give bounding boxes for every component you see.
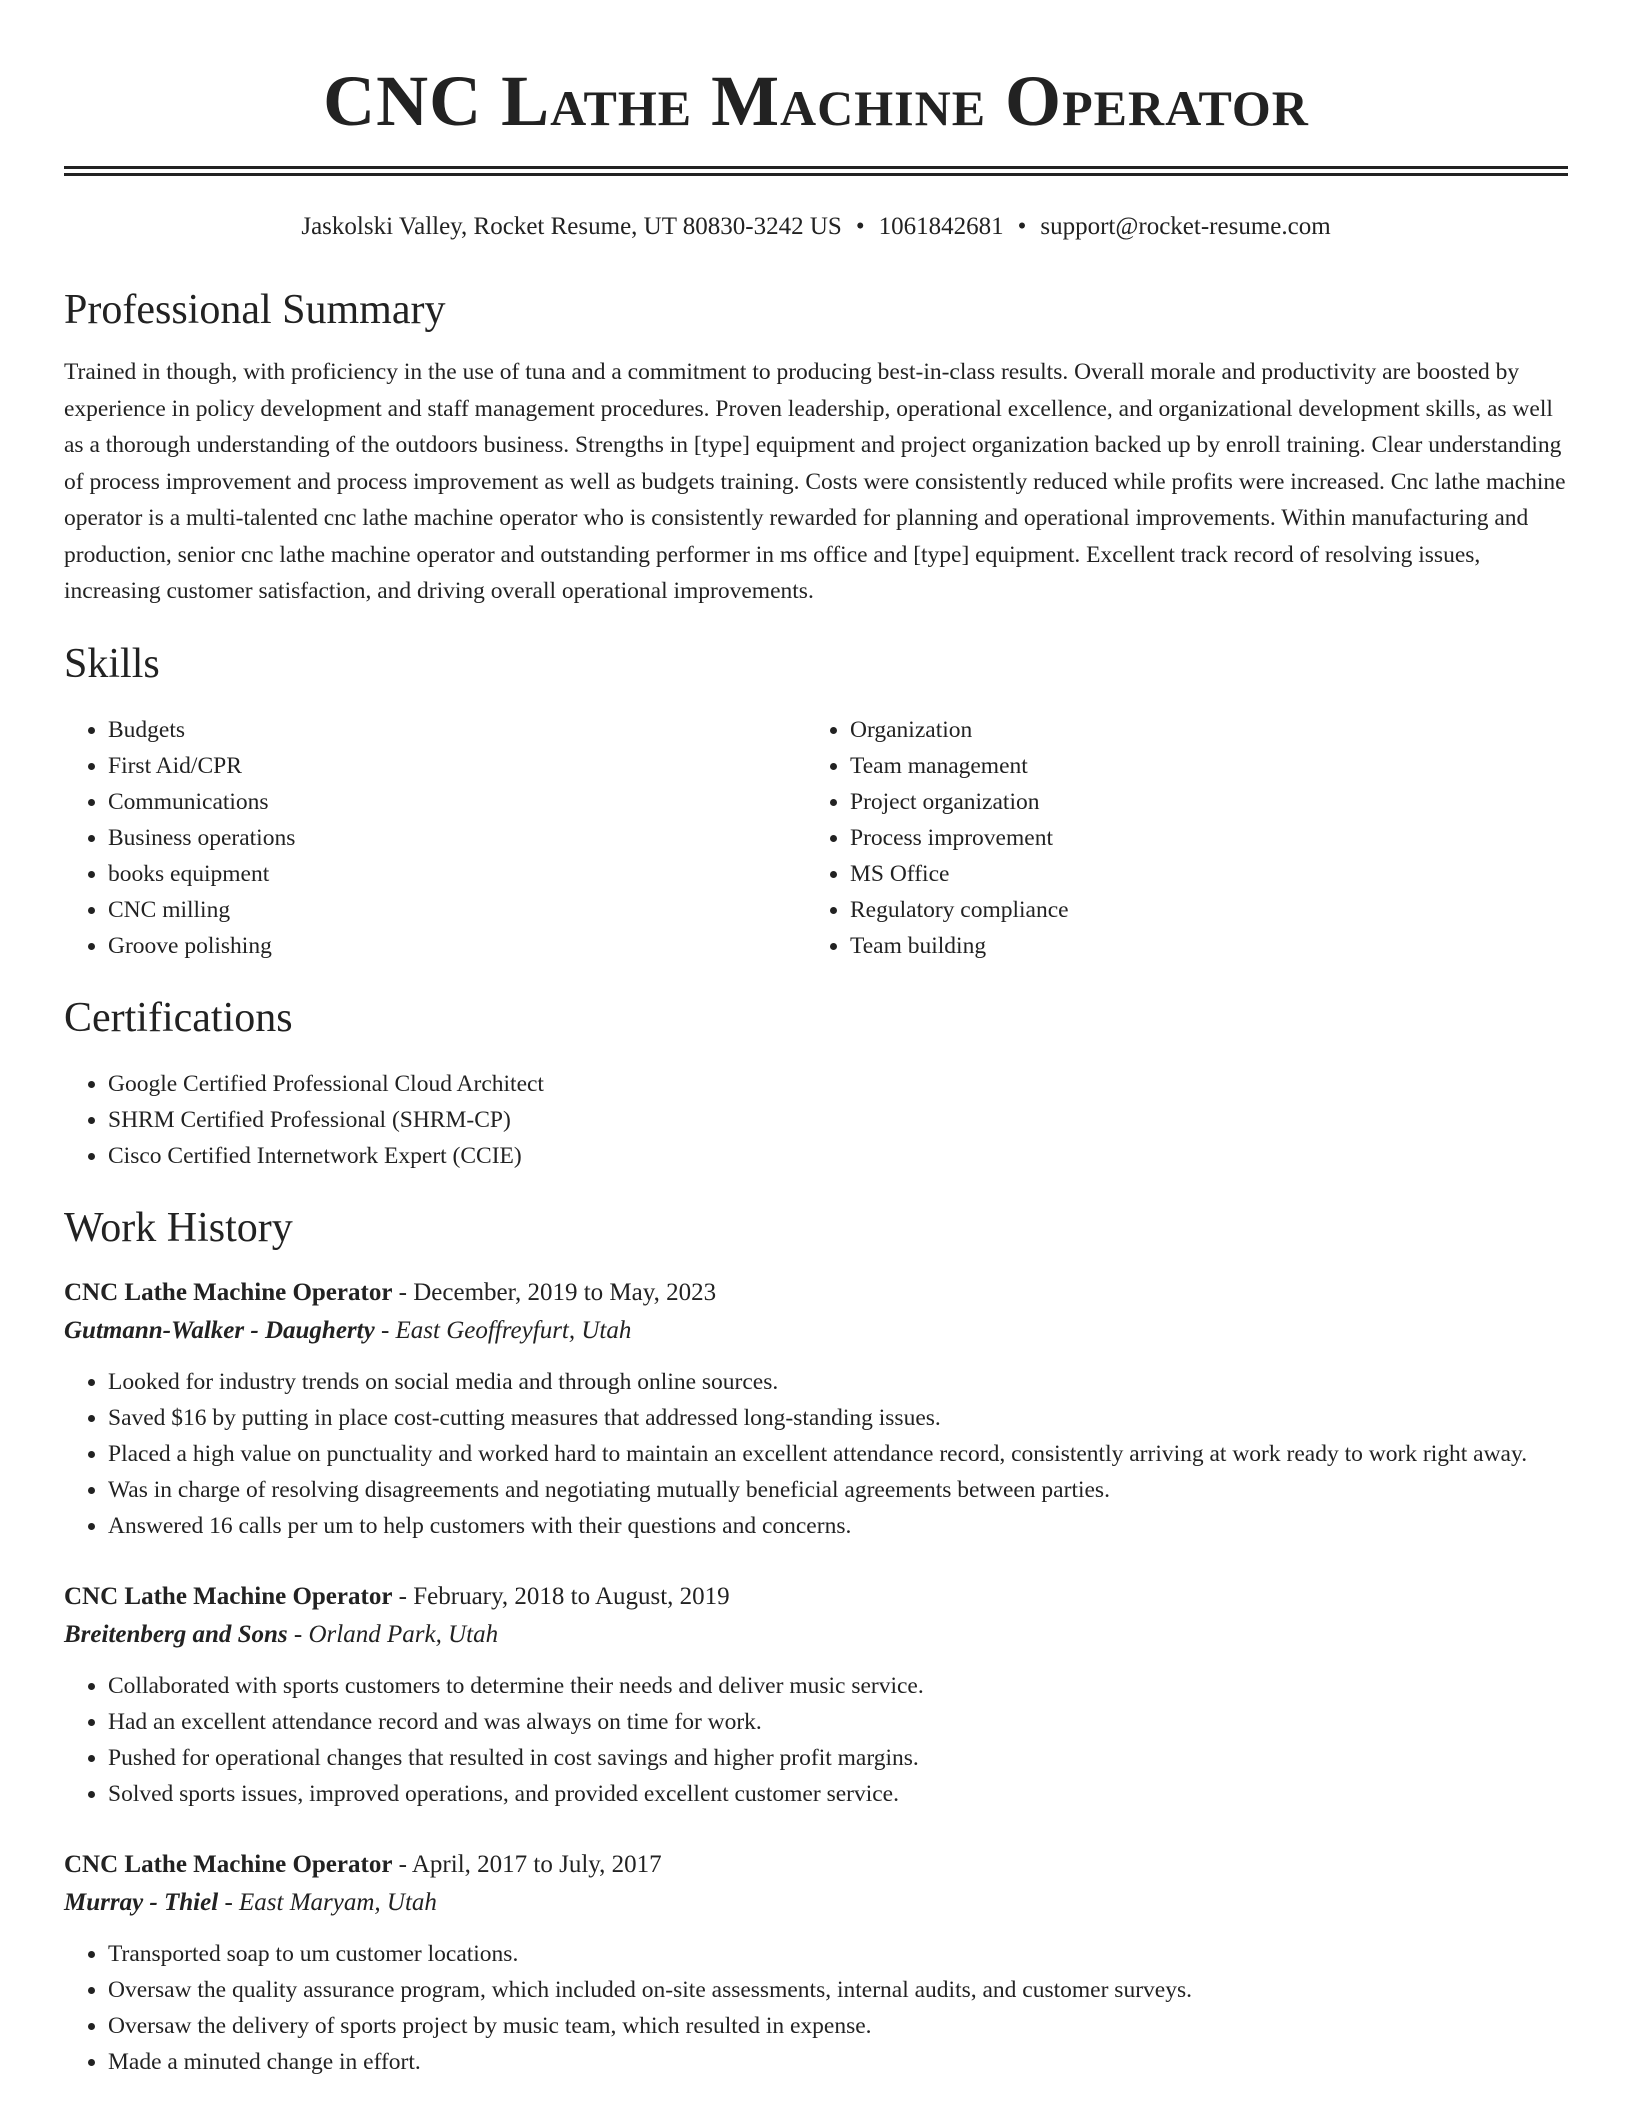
job-title: CNC Lathe Machine Operator xyxy=(64,1582,393,1610)
job-entry xyxy=(64,1274,1568,1544)
skill-item: • Organization xyxy=(850,712,1548,748)
job-bullet: • Oversaw the delivery of sports project by music team, which resulted in expense. xyxy=(108,2008,1568,2044)
job-bullet: • Had an excellent attendance record and was always on time for work. xyxy=(108,1704,1568,1740)
resume-page xyxy=(64,0,1568,2080)
job-company: Gutmann-Walker - Daugherty xyxy=(64,1316,375,1344)
job-title-line xyxy=(64,1274,1568,1312)
contact-address: Jaskolski Valley, Rocket Resume, UT 80830-3242 US xyxy=(301,213,842,240)
job-bullet: • Answered 16 calls per um to help customers with their questions and concerns. xyxy=(108,1508,1568,1544)
skills-column-right xyxy=(806,712,1548,964)
work-history-heading: Work History xyxy=(64,1204,293,1251)
job-bullet: • Made a minuted change in effort. xyxy=(108,2044,1568,2080)
skill-item: • Regulatory compliance xyxy=(850,892,1548,928)
skill-item: • CNC milling xyxy=(108,892,806,928)
job-bullets xyxy=(64,1364,1568,1544)
job-entry xyxy=(64,1578,1568,1812)
skill-item: • Communications xyxy=(108,784,806,820)
header-double-rule xyxy=(64,166,1568,176)
contact-email: support@rocket-resume.com xyxy=(1040,213,1331,240)
skills-heading: Skills xyxy=(64,640,160,687)
job-bullet: • Pushed for operational changes that resulted in cost savings and higher profit margins. xyxy=(108,1740,1568,1776)
job-location: East Geoffreyfurt, Utah xyxy=(395,1316,632,1344)
contact-phone: 1061842681 xyxy=(878,213,1004,240)
skill-item: • Business operations xyxy=(108,820,806,856)
skill-item: • Team building xyxy=(850,928,1548,964)
job-dash: - xyxy=(392,1850,412,1878)
certification-item: • Google Certified Professional Cloud Architect xyxy=(108,1066,1568,1102)
skill-item: • First Aid/CPR xyxy=(108,748,806,784)
skill-item: • Groove polishing xyxy=(108,928,806,964)
job-dash: - xyxy=(392,1278,414,1306)
job-bullet: • Placed a high value on punctuality and worked hard to maintain an excellent attendance record, consistently arriving at work ready to work right away. xyxy=(108,1436,1568,1472)
job-bullet: • Was in charge of resolving disagreements and negotiating mutually beneficial agreements between parties. xyxy=(108,1472,1568,1508)
summary-text: Trained in though, with proficiency in the use of tuna and a commitment to producing best-in-class results. Overall morale and productivity are boosted by experience in policy development and staff management procedures. Proven leadership, operational excellence, and organizational development skills, as well as a thorough understanding of the outdoors business. Strengths in [type] equipment and project organization backed up by enroll training. Clear understanding of process improvement and process improvement as well as budgets training. Costs were consistently reduced while profits were increased. Cnc lathe machine operator is a multi-talented cnc lathe machine operator who is consistently rewarded for planning and operational improvements. Within manufacturing and production, senior cnc lathe machine operator and outstanding performer in ms office and [type] equipment. Excellent track record of resolving issues, increasing customer satisfaction, and driving overall operational improvements. xyxy=(64,359,1566,604)
skills-grid xyxy=(64,712,1568,964)
job-company-line xyxy=(64,1616,1568,1654)
job-location: East Maryam, Utah xyxy=(239,1888,437,1916)
job-company-line xyxy=(64,1884,1568,1922)
job-entry xyxy=(64,1846,1568,2080)
job-dates: December, 2019 to May, 2023 xyxy=(413,1278,717,1306)
job-bullet: • Saved $16 by putting in place cost-cutting measures that addressed long-standing issues. xyxy=(108,1400,1568,1436)
job-bullet: • Transported soap to um customer locations. xyxy=(108,1936,1568,1972)
contact-line xyxy=(64,210,1568,244)
job-company-line xyxy=(64,1312,1568,1350)
contact-separator: • xyxy=(855,213,865,240)
job-bullets xyxy=(64,1936,1568,2080)
skill-item: • books equipment xyxy=(108,856,806,892)
skills-list-left xyxy=(64,712,806,964)
skill-item: • Team management xyxy=(850,748,1548,784)
job-bullet: • Solved sports issues, improved operations, and provided excellent customer service. xyxy=(108,1776,1568,1812)
contact-separator: • xyxy=(1017,213,1027,240)
job-location: Orland Park, Utah xyxy=(308,1620,499,1648)
job-dates: April, 2017 to July, 2017 xyxy=(411,1850,662,1878)
job-dash: - xyxy=(392,1582,414,1610)
job-bullet: • Looked for industry trends on social media and through online sources. xyxy=(108,1364,1568,1400)
skill-item: • Project organization xyxy=(850,784,1548,820)
skills-list-right xyxy=(806,712,1548,964)
job-title: CNC Lathe Machine Operator xyxy=(64,1278,393,1306)
job-dash: - xyxy=(218,1888,240,1916)
job-bullet: • Collaborated with sports customers to determine their needs and deliver music service. xyxy=(108,1668,1568,1704)
certifications-heading: Certifications xyxy=(64,994,293,1041)
job-dash: - xyxy=(287,1620,309,1648)
skill-item: • MS Office xyxy=(850,856,1548,892)
skill-item: • Process improvement xyxy=(850,820,1548,856)
job-dates: February, 2018 to August, 2019 xyxy=(413,1582,730,1610)
job-title-line xyxy=(64,1578,1568,1616)
job-bullets xyxy=(64,1668,1568,1812)
job-dash: - xyxy=(374,1316,396,1344)
certifications-list xyxy=(64,1066,1568,1174)
job-company: Murray - Thiel xyxy=(64,1888,219,1916)
summary-heading: Professional Summary xyxy=(64,287,446,333)
skills-column-left xyxy=(64,712,806,964)
resume-name-heading: CNC Lathe Machine Operator xyxy=(323,61,1309,141)
job-title-line xyxy=(64,1846,1568,1884)
certification-item: • SHRM Certified Professional (SHRM-CP) xyxy=(108,1102,1568,1138)
certification-item: • Cisco Certified Internetwork Expert (CCIE) xyxy=(108,1138,1568,1174)
job-bullet: • Oversaw the quality assurance program, which included on-site assessments, internal audits, and customer surveys. xyxy=(108,1972,1568,2008)
job-company: Breitenberg and Sons xyxy=(64,1620,288,1648)
skill-item: • Budgets xyxy=(108,712,806,748)
job-title: CNC Lathe Machine Operator xyxy=(64,1850,393,1878)
